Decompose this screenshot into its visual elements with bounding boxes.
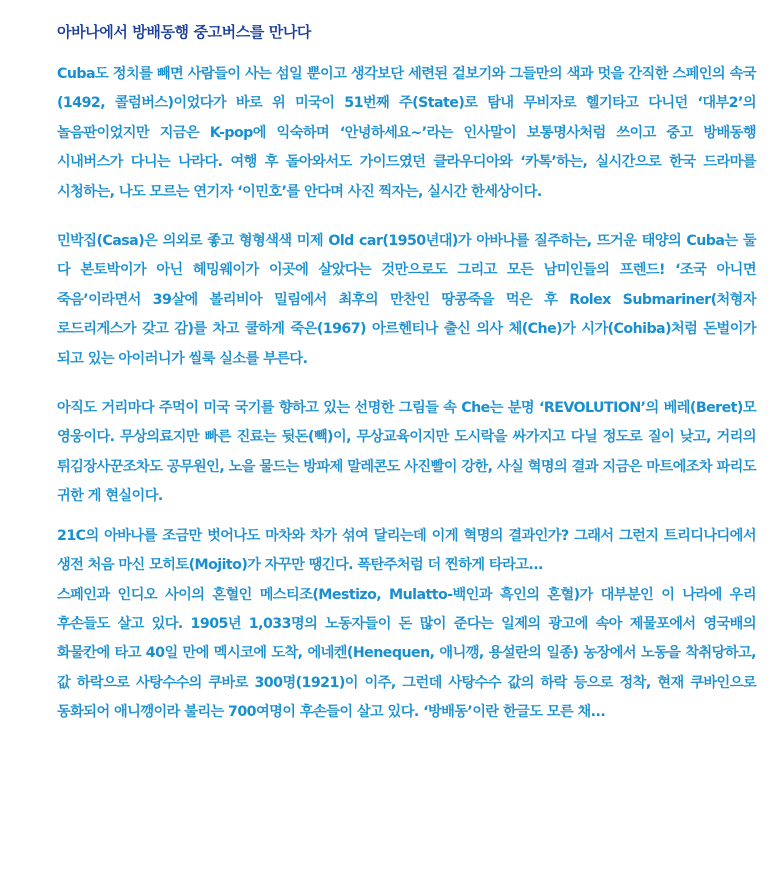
paragraph-descendants: 스페인과 인디오 사이의 혼혈인 메스티조(Mestizo, Mulatto-백인과 흑인의 혼혈)가 대부분인 이 나라에 우리 후손들도 살고 있다. 1905년 1,033명의 노동자들이 돈 많이 준다는 일제의 광고에 속아 제물포에서 영국배의 화물칸에 타고 40일 만에 멕시코에 도착, 에네켄(Henequen, 애니깽, 용설란의 일종) 농장에서 노동을 착취당하고, 값 하락으로 사탕수수의 쿠바로 300명(1921)이 이주, 그런데 사탕수수 값의 하락 등으로 정착, 현재 쿠바인으로 동화되어 애니깽이라 불리는 700여명이 후손들이 살고 있다. ‘방배동’이란 한글도 모른 채... (57, 586, 756, 721)
paragraph-cuba-intro: Cuba도 정치를 빼면 사람들이 사는 섬일 뿐이고 생각보단 세련된 겉보기와 그들만의 색과 멋을 간직한 스페인의 속국(1492, 콜럼버스)이었다가 바로 위 미국이 51번째 주(State)로 탐내 무비자로 헬기타고 다니던 ‘대부2’의 놀음판이었지만 지금은 K-pop에 익숙하며 ‘안녕하세요~’라는 인사말이 보통명사처럼 쓰이고 중고 방배동행 시내버스가 다니는 나라다. 여행 후 돌아와서도 가이드였던 클라우디아와 ‘카톡’하는, 실시간으로 한국 드라마를 시청하는, 나도 모르는 연기자 ‘이민호’를 안다며 사진 찍자는, 실시간 한세상이다. (57, 66, 756, 200)
paragraph-revolution: 아직도 거리마다 주먹이 미국 국기를 향하고 있는 선명한 그림들 속 Che는 분명 ‘REVOLUTION’의 베레(Beret)모 영웅이다. 무상의료지만 빠른 진료는 뒷돈(빽)이, 무상교육이지만 도시락을 싸가지고 다닐 정도로 질이 낮고, 거리의 튀김장사꾼조차도 공무원인, 노을 물드는 방파제 말레콘도 사진빨이 강한, 사실 혁명의 결과 지금은 마트에조차 파리도 귀한 게 현실이다. (57, 400, 756, 505)
article-title: 아바나에서 방배동행 중고버스를 만나다 (57, 23, 311, 41)
paragraph-mojito: 21C의 아바나를 조금만 벗어나도 마차와 차가 섞여 달리는데 이게 혁명의 결과인가? 그래서 그런지 트리디나디에서 생전 처음 마신 모히토(Mojito)가 자꾸만 땡긴다. 폭탄주처럼 더 찐하게 타라고... (57, 527, 756, 574)
paragraph-casa-che: 민박집(Casa)은 의외로 좋고 형형색색 미제 Old car(1950년대)가 아바나를 질주하는, 뜨거운 태양의 Cuba는 둘 다 본토박이가 아닌 헤밍웨이가 이곳에 살았다는 것만으로도 그리고 모든 남미인들의 프렌드! ‘조국 아니면 죽음’이라면서 39살에 볼리비아 밀림에서 최후의 만찬인 땅콩죽을 먹은 후 Rolex Submariner(처형자 로드리게스가 갖고 감)를 차고 쿨하게 죽은(1967) 아르헨티나 출신 의사 체(Che)가 시가(Cohiba)처럼 돈벌이가 되고 있는 아이러니가 씰룩 실소를 부른다. (57, 233, 756, 367)
